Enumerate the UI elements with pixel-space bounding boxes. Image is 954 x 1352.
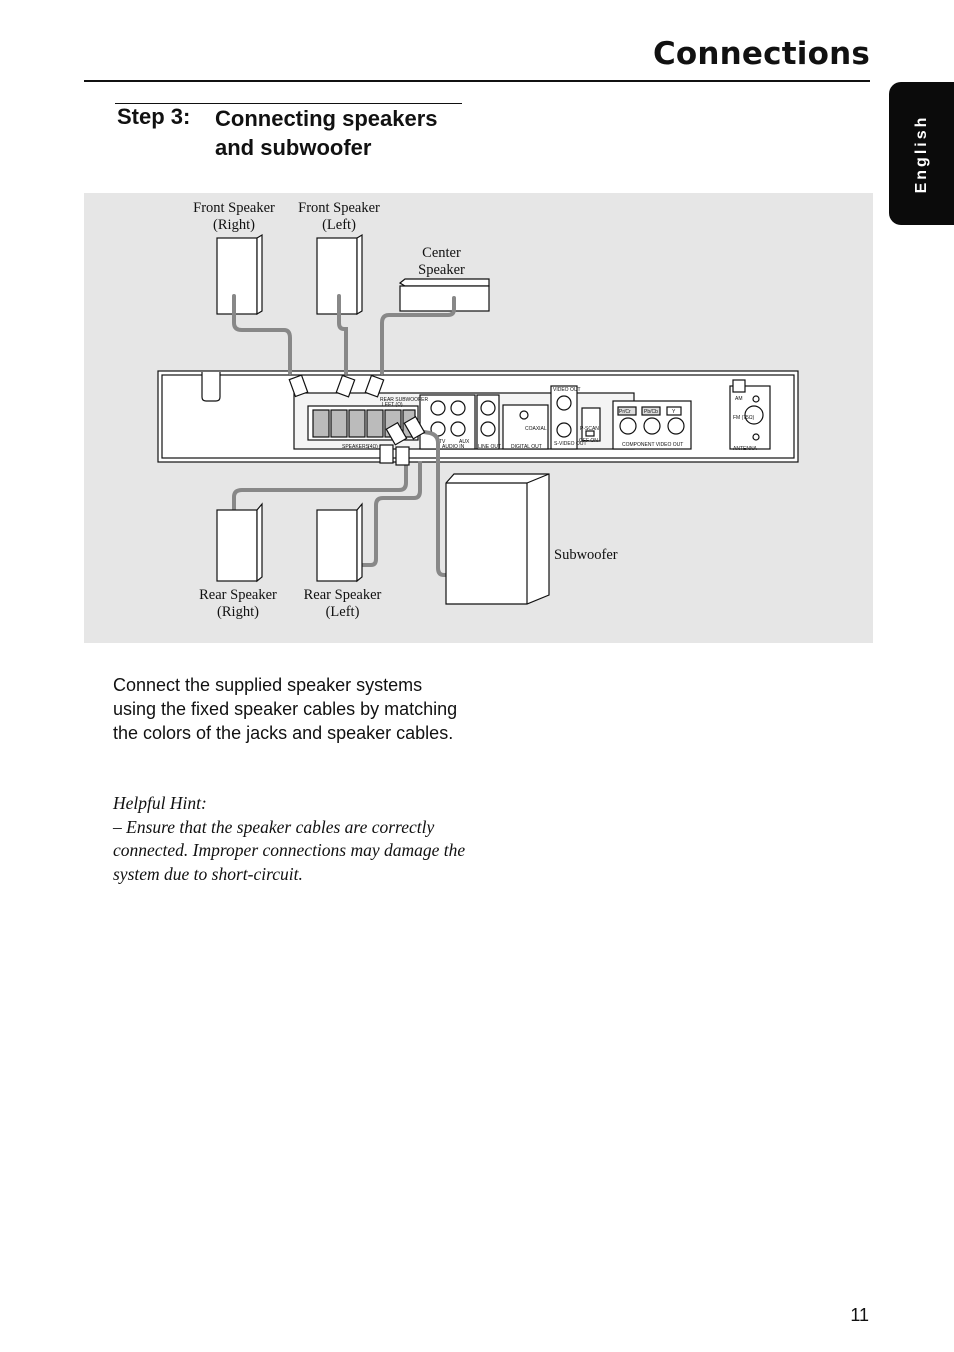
panel-pb-cb-label: Pb/Cb bbox=[644, 409, 658, 415]
panel-p-scan-label: P-SCAN bbox=[580, 426, 599, 432]
panel-left-right-label: LEFT (Ω) bbox=[382, 402, 403, 408]
panel-digital-out-label: DIGITAL OUT bbox=[511, 444, 542, 450]
panel-aux-label: AUX bbox=[459, 439, 470, 445]
language-tab-label: English bbox=[912, 114, 930, 193]
panel-pr-cr-label: Pr/Cr bbox=[619, 409, 631, 415]
step-label: Step 3: bbox=[117, 104, 191, 129]
label-center-speaker: Center Speaker bbox=[418, 245, 465, 278]
label-subwoofer: Subwoofer bbox=[554, 547, 618, 563]
panel-fm-label: FM (75Ω) bbox=[733, 415, 755, 421]
panel-component-video-label: COMPONENT VIDEO OUT bbox=[622, 442, 684, 448]
hint-text: – Ensure that the speaker cables are correctly connected. Improper connections may damage the system due to short-circuit. bbox=[113, 816, 466, 884]
panel-off-on-label: OFF ON bbox=[579, 438, 598, 444]
panel-tv-label: TV bbox=[439, 439, 446, 445]
panel-speakers-label: SPEAKERS bbox=[342, 444, 369, 450]
panel-coaxial-label: COAXIAL bbox=[525, 426, 547, 432]
language-tab bbox=[889, 82, 954, 225]
instructions-paragraph: Connect the supplied speaker systems using the fixed speaker cables by matching the colors of the jacks and speaker cables. bbox=[113, 675, 458, 743]
rear-speaker-left-drawing bbox=[317, 504, 362, 581]
page-number: 11 bbox=[850, 1305, 869, 1325]
label-front-speaker-right: Front Speaker (Right) bbox=[193, 200, 275, 233]
panel-am-label: AM bbox=[735, 396, 743, 402]
diagram-illustration bbox=[84, 193, 873, 643]
label-rear-speaker-right: Rear Speaker (Right) bbox=[199, 587, 277, 620]
label-front-speaker-left: Front Speaker (Left) bbox=[298, 200, 380, 233]
label-rear-speaker-left: Rear Speaker (Left) bbox=[303, 587, 382, 620]
page-title: Connections bbox=[652, 36, 870, 72]
panel-y-label: Y bbox=[672, 409, 676, 415]
panel-ohm-label: (4Ω) bbox=[368, 444, 378, 450]
panel-video-out-label: VIDEO OUT bbox=[553, 387, 581, 393]
rear-speaker-right-drawing bbox=[217, 504, 262, 581]
title-rule bbox=[84, 80, 870, 82]
subwoofer-drawing bbox=[446, 474, 549, 604]
panel-rear-subwoofer-label: REAR SUBWOOFER bbox=[380, 397, 429, 403]
front-speaker-right-drawing bbox=[217, 235, 262, 314]
center-speaker-drawing bbox=[400, 279, 489, 311]
helpful-hint bbox=[113, 792, 473, 886]
step-title: Connecting speakers and subwoofer bbox=[215, 106, 438, 160]
panel-antenna-label: ANTENNA bbox=[733, 446, 757, 452]
panel-line-out-label: LINE OUT bbox=[478, 444, 502, 450]
panel-s-video-label: S-VIDEO OUT bbox=[554, 441, 587, 447]
speaker-connection-diagram bbox=[84, 193, 873, 643]
panel-audio-in-label: AUDIO IN bbox=[442, 444, 465, 450]
hint-title: Helpful Hint: bbox=[113, 793, 207, 813]
